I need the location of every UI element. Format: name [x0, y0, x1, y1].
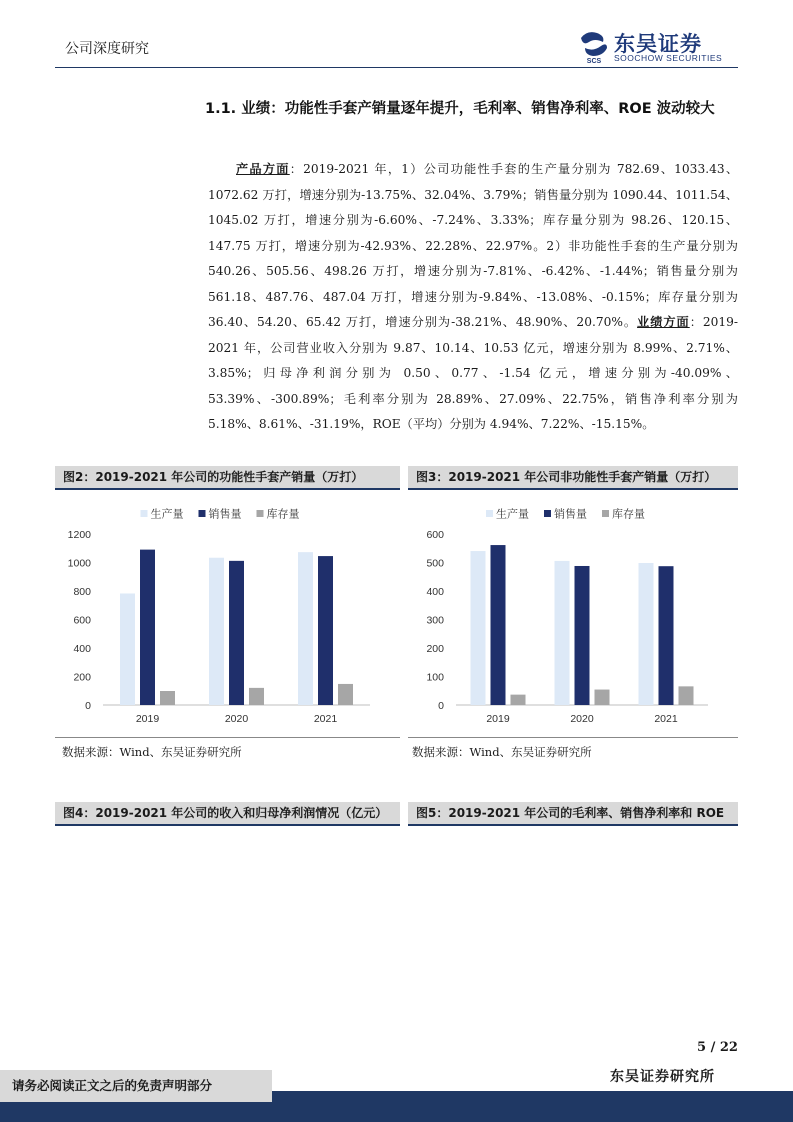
- footer-org: 东吴证券研究所: [610, 1069, 715, 1085]
- x-tick-label-2: 2021: [654, 713, 678, 725]
- footer-disclaimer: 请务必阅读正文之后的免责声明部分: [0, 1070, 272, 1102]
- legend-label-2: 库存量: [612, 507, 645, 521]
- y-tick-label-0: 0: [85, 700, 91, 712]
- x-tick-label-1: 2020: [570, 713, 594, 725]
- fig3-title: 图3：2019-2021 年公司非功能性手套产销量（万打）: [408, 466, 738, 490]
- logo-text-cn: 东吴证券: [614, 32, 702, 56]
- lead-performance: 业绩方面: [637, 315, 690, 329]
- y-tick-label-0: 0: [438, 700, 444, 712]
- bar-1-0: [140, 550, 155, 705]
- section-heading: 1.1. 业绩：功能性手套产销量逐年提升，毛利率、销售净利率、ROE 波动较大: [205, 101, 715, 117]
- y-tick-label-4: 800: [73, 586, 91, 598]
- body-paragraph: [208, 157, 738, 438]
- x-tick-label-0: 2019: [135, 713, 160, 725]
- legend-swatch-0: [486, 510, 493, 517]
- y-tick-label-3: 300: [426, 614, 444, 627]
- legend-swatch-1: [544, 510, 551, 517]
- legend-swatch-2: [257, 510, 264, 517]
- text-product: ：2019-2021 年，1）公司功能性手套的生产量分别为 782.69、1033.43、1072.62 万打，增速分别为-13.75%、32.04%、3.79%；销售量分别为 1090.44、1011.54、1045.02 万打，增速分别为-6.60%、-7.24%、3.33%；库存量分别为 98.26、120.15、147.75 万打，增速分别为-42.93%、22.28%、22.97%。2）非功能性手套的生产量分别为 540.26、505.56、498.26 万打，增速分别为-7.81%、-6.42%、-1.44%；销售量分别为 561.18、487.76、487.04 万打，增速分别为-9.84%、-13.08%、-0.15%；库存量分别为 36.40、54.20、65.42 万打，增速分别为-38.21%、48.90%、20.70%。: [208, 162, 739, 329]
- bar-0-1: [209, 558, 224, 705]
- y-tick-label-5: 1000: [67, 557, 91, 570]
- bar-1-1: [575, 566, 590, 705]
- bar-0-2: [298, 552, 313, 705]
- bar-0-2: [639, 563, 654, 705]
- report-type-label: 公司深度研究: [65, 41, 149, 57]
- y-tick-label-2: 400: [73, 643, 91, 655]
- legend-swatch-1: [199, 510, 206, 517]
- legend-label-2: 库存量: [266, 507, 300, 521]
- legend-label-1: 销售量: [208, 507, 242, 521]
- bar-0-0: [120, 593, 135, 705]
- legend-label-1: 销售量: [554, 507, 587, 521]
- logo-mark-icon: [577, 28, 611, 64]
- legend-swatch-0: [141, 510, 148, 517]
- x-tick-label-0: 2019: [486, 713, 510, 725]
- bar-1-0: [491, 545, 506, 705]
- chart-legend: [486, 507, 645, 521]
- lead-product: 产品方面: [236, 162, 290, 176]
- y-tick-label-6: 600: [426, 529, 444, 541]
- header-rule: [55, 67, 738, 68]
- fig4-title: 图4：2019-2021 年公司的收入和归母净利润情况（亿元）: [55, 802, 400, 826]
- bar-2-1: [249, 688, 264, 705]
- fig2-bottom-rule: [55, 737, 400, 738]
- fig2-source: 数据来源：Wind、东吴证券研究所: [62, 745, 242, 759]
- bar-1-2: [659, 566, 674, 705]
- bar-1-1: [229, 561, 244, 705]
- x-tick-label-2: 2021: [313, 713, 338, 725]
- fig3-chart: [408, 498, 738, 732]
- bar-2-2: [338, 684, 353, 705]
- bar-2-0: [160, 691, 175, 705]
- fig2-chart: [55, 498, 400, 732]
- bar-2-1: [595, 690, 610, 705]
- fig2-title: 图2：2019-2021 年公司的功能性手套产销量（万打）: [55, 466, 400, 490]
- y-tick-label-1: 100: [426, 671, 444, 684]
- chart-legend: [141, 507, 300, 521]
- x-tick-label-1: 2020: [224, 713, 249, 725]
- logo-mark-text: SCS: [586, 58, 602, 64]
- y-tick-label-5: 500: [426, 557, 444, 570]
- bar-2-0: [511, 695, 526, 705]
- y-tick-label-4: 400: [426, 586, 444, 598]
- brand-logo: [577, 28, 737, 64]
- y-tick-label-6: 1200: [67, 529, 91, 541]
- y-tick-label-3: 600: [73, 614, 91, 627]
- bar-0-0: [471, 551, 486, 705]
- bar-0-1: [555, 561, 570, 705]
- text-performance: ：2019-2021 年，公司营业收入分别为 9.87、10.14、10.53 亿元，增速分别为 8.99%、2.71%、3.85%；归母净利润分别为 0.50、0.77、-1.54 亿元，增速分别为-40.09%、53.39%、-300.89%；毛利率分别为 28.89%、27.09%、22.75%，销售净利率分别为 5.18%、8.61%、-31.19%，ROE（平均）分别为 4.94%、7.22%、-15.15%。: [208, 315, 739, 431]
- page-number: 5 / 22: [697, 1040, 738, 1055]
- y-tick-label-1: 200: [73, 671, 91, 684]
- legend-swatch-2: [602, 510, 609, 517]
- bar-2-2: [679, 686, 694, 705]
- legend-label-0: 生产量: [496, 507, 529, 521]
- fig3-source: 数据来源：Wind、东吴证券研究所: [412, 745, 592, 759]
- bar-1-2: [318, 556, 333, 705]
- y-tick-label-2: 200: [426, 643, 444, 655]
- fig3-bottom-rule: [408, 737, 738, 738]
- fig5-title: 图5：2019-2021 年公司的毛利率、销售净利率和 ROE: [408, 802, 738, 826]
- legend-label-0: 生产量: [150, 507, 184, 521]
- logo-text-en: SOOCHOW SECURITIES: [614, 53, 723, 63]
